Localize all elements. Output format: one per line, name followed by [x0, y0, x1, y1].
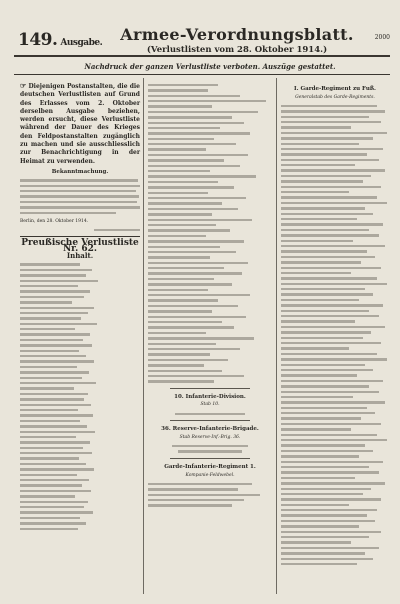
illegible-text — [20, 307, 94, 309]
illegible-text — [148, 175, 256, 177]
illegible-text — [281, 191, 349, 193]
illegible-text — [281, 299, 359, 301]
illegible-text — [20, 312, 88, 314]
postal-notice — [20, 82, 140, 166]
illegible-text — [281, 407, 367, 409]
illegible-text — [148, 272, 242, 274]
illegible-text — [281, 234, 379, 236]
illegible-text — [175, 413, 245, 415]
illegible-text — [148, 504, 232, 506]
text-line — [281, 108, 389, 113]
illegible-text — [20, 490, 91, 492]
right-section-sub: Generalstab des Garde-Regiments. — [295, 94, 375, 100]
illegible-text — [20, 360, 94, 362]
illegible-text — [172, 445, 248, 447]
illegible-text — [281, 186, 381, 188]
illegible-text — [281, 196, 377, 198]
illegible-text — [148, 289, 208, 291]
text-line — [148, 378, 272, 383]
text-line — [281, 561, 389, 566]
left-column — [20, 82, 140, 531]
illegible-text — [148, 283, 232, 285]
illegible-text — [281, 250, 367, 252]
illegible-text — [281, 218, 357, 220]
illegible-text — [281, 498, 381, 500]
illegible-text — [20, 206, 140, 208]
illegible-text — [281, 434, 377, 436]
text-line — [281, 119, 389, 124]
illegible-text — [148, 375, 244, 377]
illegible-text — [148, 310, 212, 312]
illegible-text — [148, 305, 238, 307]
illegible-text — [20, 317, 81, 319]
illegible-text — [281, 169, 385, 171]
middle-separator-2 — [170, 420, 250, 421]
illegible-text — [20, 398, 84, 400]
masthead-rule-top — [14, 55, 390, 57]
illegible-text — [281, 229, 369, 231]
illegible-text — [20, 350, 79, 352]
illegible-text — [20, 269, 92, 271]
illegible-text — [148, 326, 234, 328]
text-line — [148, 503, 272, 508]
text-line — [281, 340, 389, 345]
illegible-text — [148, 343, 216, 345]
illegible-text — [20, 457, 79, 459]
illegible-text — [20, 280, 98, 282]
illegible-text — [148, 219, 252, 221]
illegible-text — [20, 414, 93, 416]
illegible-text — [148, 202, 222, 204]
illegible-text — [281, 525, 359, 527]
illegible-text — [20, 371, 89, 373]
illegible-text — [20, 431, 95, 433]
illegible-text — [281, 385, 369, 387]
text-line — [148, 411, 272, 416]
section-heading-garde-regiment: Garde-Infanterie-Regiment 1. — [164, 464, 256, 471]
illegible-text — [148, 348, 240, 350]
illegible-text — [20, 436, 76, 438]
illegible-text — [148, 359, 228, 361]
illegible-text — [20, 344, 92, 346]
illegible-text — [148, 208, 238, 210]
illegible-text — [281, 240, 353, 242]
illegible-text — [281, 277, 377, 279]
illegible-text — [281, 488, 371, 490]
illegible-text — [281, 320, 355, 322]
illegible-text — [148, 246, 220, 248]
illegible-text — [20, 495, 75, 497]
illegible-text — [281, 466, 369, 468]
illegible-text — [20, 447, 83, 449]
issue-label: Ausgabe. — [60, 38, 103, 48]
illegible-text — [281, 180, 363, 182]
illegible-text — [148, 251, 236, 253]
illegible-text — [281, 148, 383, 150]
illegible-text — [281, 288, 365, 290]
illegible-text — [20, 484, 82, 486]
illegible-text — [20, 468, 94, 470]
illegible-text — [148, 84, 218, 86]
announcement-heading: Bekanntmachung. — [51, 168, 109, 175]
illegible-text — [148, 499, 244, 501]
illegible-text — [281, 401, 385, 403]
illegible-text — [148, 262, 248, 264]
illegible-text — [281, 121, 381, 123]
illegible-text — [281, 493, 363, 495]
illegible-text — [281, 461, 383, 463]
illegible-text — [281, 326, 385, 328]
illegible-text — [281, 563, 357, 565]
text-line — [281, 507, 389, 512]
newspaper-subtitle: (Verlustlisten vom 28. Oktober 1914.) — [146, 45, 328, 55]
illegible-text — [20, 333, 90, 335]
illegible-text — [148, 278, 214, 280]
illegible-text — [20, 463, 86, 465]
illegible-text — [281, 267, 381, 269]
illegible-text — [20, 301, 72, 303]
illegible-text — [148, 483, 252, 485]
illegible-text — [20, 506, 84, 508]
illegible-text — [20, 355, 86, 357]
illegible-text — [148, 122, 244, 124]
illegible-text — [281, 116, 369, 118]
illegible-text — [20, 290, 90, 292]
illegible-text — [20, 501, 88, 503]
illegible-text — [148, 353, 210, 355]
illegible-text — [148, 95, 240, 97]
illegible-text — [148, 100, 266, 102]
illegible-text — [20, 296, 84, 298]
illegible-text — [148, 159, 224, 161]
right-section-heading: I. Garde-Regiment zu Fuß. — [294, 86, 376, 92]
illegible-text — [148, 488, 238, 490]
illegible-text — [20, 452, 92, 454]
illegible-text — [281, 417, 361, 419]
illegible-text — [20, 185, 140, 187]
illegible-text — [20, 420, 80, 422]
illegible-text — [148, 299, 218, 301]
illegible-text — [281, 423, 381, 425]
illegible-text — [20, 528, 78, 530]
illegible-text — [20, 425, 87, 427]
illegible-text — [281, 552, 365, 554]
illegible-text — [281, 245, 385, 247]
masthead — [0, 0, 400, 78]
illegible-text — [20, 190, 136, 192]
illegible-text — [20, 479, 89, 481]
illegible-text — [20, 285, 78, 287]
illegible-text — [20, 441, 90, 443]
illegible-text — [148, 370, 222, 372]
illegible-text — [148, 229, 230, 231]
illegible-text — [148, 294, 250, 296]
illegible-text — [20, 387, 74, 389]
illegible-text — [281, 364, 365, 366]
newspaper-title: Armee-Verordnungsblatt. — [120, 25, 354, 44]
left-rule — [20, 236, 140, 237]
illegible-text — [281, 310, 369, 312]
text-line — [281, 356, 389, 361]
column-divider-1 — [143, 78, 144, 594]
text-line — [148, 98, 272, 103]
illegible-text — [148, 165, 240, 167]
illegible-text — [281, 396, 353, 398]
illegible-text — [20, 201, 137, 203]
illegible-text — [148, 213, 212, 215]
illegible-text — [281, 164, 355, 166]
illegible-text — [281, 536, 369, 538]
illegible-text — [148, 235, 206, 237]
section-heading-10-division: 10. Infanterie-Division. — [174, 393, 246, 400]
illegible-text — [281, 509, 377, 511]
illegible-text — [281, 331, 371, 333]
right-list — [281, 103, 389, 567]
illegible-text — [281, 353, 377, 355]
illegible-text — [148, 224, 216, 226]
illegible-text — [20, 366, 77, 368]
illegible-text — [20, 212, 116, 214]
text-line — [281, 410, 389, 415]
loss-list-title: Preußische Verlustliste Nr. 62. — [21, 238, 139, 254]
illegible-text — [281, 126, 351, 128]
illegible-text — [148, 337, 254, 339]
illegible-text — [148, 256, 210, 258]
illegible-text — [20, 404, 91, 406]
reprint-banner: Nachdruck der ganzen Verlustliste verboten. Auszüge gestattet. — [84, 62, 336, 71]
illegible-text — [281, 444, 365, 446]
illegible-text — [148, 267, 224, 269]
text-line — [20, 526, 140, 531]
middle-column — [148, 82, 272, 508]
section-sub-10-division: Stab 10. — [200, 402, 220, 408]
illegible-text — [281, 272, 351, 274]
text-line — [148, 335, 272, 340]
illegible-text — [281, 477, 355, 479]
illegible-text — [281, 256, 375, 258]
text-line — [20, 210, 140, 215]
illegible-text — [281, 471, 379, 473]
illegible-text — [281, 450, 373, 452]
illegible-text — [20, 377, 82, 379]
illegible-text — [281, 558, 373, 560]
illegible-text — [148, 132, 250, 134]
illegible-text — [148, 116, 232, 118]
postal-notice-text: Diejenigen Postanstalten, die die deutschen Verlustlisten auf Grund des Erlasses vom 2. Oktober derselben Ausgabe beziehen, werden ersucht, diese Verlustliste während der Dauer des Krieges den Feldpostanstalten zugänglich zu machen und sie ausschliesslich zur Benachrichtigung in der Heimat zu verwenden. — [20, 83, 141, 165]
illegible-text — [20, 179, 138, 181]
illegible-text — [148, 105, 212, 107]
illegible-text — [281, 132, 387, 134]
illegible-text — [281, 223, 383, 225]
illegible-text — [148, 240, 244, 242]
illegible-text — [148, 364, 204, 366]
illegible-text — [148, 170, 210, 172]
illegible-text — [148, 186, 234, 188]
illegible-text — [148, 321, 222, 323]
illegible-text — [281, 439, 387, 441]
illegible-text — [281, 428, 351, 430]
illegible-text — [94, 229, 140, 231]
column-divider-2 — [276, 78, 277, 594]
issue-number-value: 149. — [18, 30, 58, 50]
illegible-text — [148, 494, 260, 496]
illegible-text — [281, 143, 359, 145]
illegible-text — [281, 315, 379, 317]
illegible-text — [20, 517, 80, 519]
pointing-hand-icon: ☞ — [20, 81, 27, 90]
illegible-text — [148, 181, 218, 183]
illegible-text — [148, 148, 206, 150]
illegible-text — [148, 89, 208, 91]
masthead-rule-bottom — [14, 74, 390, 75]
illegible-text — [178, 450, 242, 452]
text-line — [281, 135, 389, 140]
text-line — [281, 232, 389, 237]
illegible-text — [281, 482, 385, 484]
illegible-text — [281, 347, 349, 349]
illegible-text — [281, 514, 367, 516]
illegible-text — [148, 111, 258, 113]
illegible-text — [281, 520, 375, 522]
illegible-text — [20, 274, 86, 276]
illegible-text — [281, 531, 381, 533]
illegible-text — [20, 393, 88, 395]
illegible-text — [20, 263, 80, 265]
illegible-text — [281, 358, 387, 360]
section-sub-36-brigade: Stab Reserve-Inf.-Brig. 36. — [179, 434, 241, 440]
announcement-date: Berlin, den 28. Oktober 1914. — [20, 219, 89, 225]
text-line — [20, 188, 140, 193]
contents-heading: Inhalt. — [66, 251, 94, 261]
illegible-text — [281, 175, 371, 177]
illegible-text — [281, 304, 383, 306]
illegible-text — [281, 159, 379, 161]
illegible-text — [148, 332, 206, 334]
illegible-text — [148, 197, 246, 199]
illegible-text — [20, 328, 75, 330]
illegible-text — [20, 323, 97, 325]
illegible-text — [281, 504, 349, 506]
right-column — [281, 82, 389, 567]
illegible-text — [281, 391, 379, 393]
illegible-text — [281, 202, 387, 204]
illegible-text — [281, 369, 373, 371]
illegible-text — [20, 511, 93, 513]
illegible-text — [281, 455, 359, 457]
illegible-text — [281, 213, 373, 215]
middle-list-bottom — [148, 481, 272, 508]
illegible-text — [281, 541, 351, 543]
illegible-text — [281, 207, 365, 209]
illegible-text — [148, 380, 214, 382]
illegible-text — [281, 105, 377, 107]
illegible-text — [281, 261, 361, 263]
illegible-text — [20, 195, 139, 197]
section-heading-36-brigade: 36. Reserve-Infanterie-Brigade. — [161, 426, 259, 433]
text-line — [281, 367, 389, 372]
illegible-text — [20, 522, 86, 524]
middle-list-top — [148, 82, 272, 384]
middle-separator-3 — [170, 458, 250, 459]
illegible-text — [281, 137, 373, 139]
announcement-body — [20, 177, 140, 215]
illegible-text — [148, 143, 236, 145]
text-line — [148, 449, 272, 454]
illegible-text — [281, 547, 379, 549]
illegible-text — [20, 474, 77, 476]
illegible-text — [148, 127, 220, 129]
illegible-text — [281, 374, 357, 376]
illegible-text — [281, 283, 387, 285]
illegible-text — [281, 110, 385, 112]
illegible-text — [281, 342, 381, 344]
text-line — [281, 437, 389, 442]
illegible-text — [20, 409, 78, 411]
issue-number — [18, 30, 102, 50]
illegible-text — [20, 382, 96, 384]
illegible-text — [281, 337, 363, 339]
text-line — [20, 227, 140, 232]
text-line — [281, 480, 389, 485]
illegible-text — [20, 339, 83, 341]
illegible-text — [148, 154, 248, 156]
illegible-text — [281, 380, 383, 382]
text-line — [281, 146, 389, 151]
illegible-text — [281, 293, 373, 295]
section-sub-garde-regiment: Kompanie-Feldwebel. — [185, 472, 235, 478]
illegible-text — [281, 153, 367, 155]
illegible-text — [148, 316, 246, 318]
illegible-text — [148, 138, 214, 140]
contents-list — [20, 262, 140, 532]
illegible-text — [148, 192, 208, 194]
illegible-text — [281, 412, 375, 414]
issue-price: 2000 — [374, 34, 390, 41]
text-line — [281, 313, 389, 318]
text-line — [281, 243, 389, 248]
middle-separator-1 — [170, 388, 250, 389]
